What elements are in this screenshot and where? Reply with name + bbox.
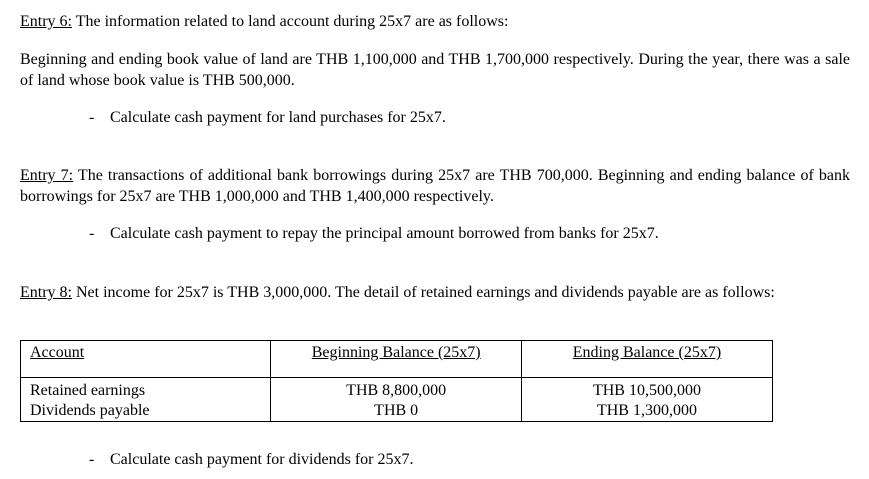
- beginning-cell: [271, 378, 522, 422]
- ending-value: THB 10,500,000: [592, 382, 701, 399]
- table-body-row: [21, 378, 773, 422]
- entry-8-label: Entry 8:: [20, 284, 72, 301]
- entry-8-paragraph: [20, 282, 850, 303]
- entry-6-task: [89, 108, 446, 128]
- entry-7-paragraph: [20, 165, 850, 207]
- account-name: Retained earnings: [30, 382, 146, 399]
- header-beginning-balance: Beginning Balance (25x7): [311, 344, 481, 361]
- entry-6-dash: -: [89, 109, 95, 126]
- beginning-value: THB 0: [374, 402, 419, 419]
- ending-cell: [521, 378, 772, 422]
- entry-6-task-text: Calculate cash payment for land purchases for 25x7.: [110, 109, 446, 126]
- entry-7-label: Entry 7:: [20, 167, 74, 184]
- entry-6-heading: [20, 11, 850, 32]
- table-header-row: [21, 341, 773, 378]
- header-account: Account: [30, 344, 85, 361]
- table-header-cell: [271, 341, 522, 378]
- entry-6-paragraph: Beginning and ending book value of land are THB 1,100,000 and THB 1,700,000 respectively. During the year, there was a sale of land whose book value is THB 500,000.: [20, 51, 850, 89]
- account-cell: [21, 378, 271, 422]
- entry-8-task: [89, 450, 413, 470]
- entry-7-dash: -: [89, 225, 95, 242]
- entry-7-text: The transactions of additional bank borrowings during 25x7 are THB 700,000. Beginning and ending balance of bank borrowings for 25x7 are THB 1,000,000 and THB 1,400,000 respectively.: [20, 167, 850, 205]
- table-header-cell: [521, 341, 772, 378]
- entry-6-label: Entry 6:: [20, 13, 72, 30]
- entry-7-task: [89, 224, 659, 244]
- beginning-value: THB 8,800,000: [346, 382, 447, 399]
- header-ending-balance: Ending Balance (25x7): [572, 344, 722, 361]
- entry-8-dash: -: [89, 451, 95, 468]
- entry-8-text: Net income for 25x7 is THB 3,000,000. The detail of retained earnings and dividends payable are as follows:: [72, 284, 775, 301]
- balance-table: [20, 340, 773, 422]
- entry-8-task-text: Calculate cash payment for dividends for 25x7.: [110, 451, 414, 468]
- entry-7-task-text: Calculate cash payment to repay the principal amount borrowed from banks for 25x7.: [110, 225, 659, 242]
- ending-value: THB 1,300,000: [596, 402, 697, 419]
- entry-6-intro: The information related to land account during 25x7 are as follows:: [72, 13, 509, 30]
- table-header-cell: [21, 341, 271, 378]
- account-name: Dividends payable: [30, 402, 150, 419]
